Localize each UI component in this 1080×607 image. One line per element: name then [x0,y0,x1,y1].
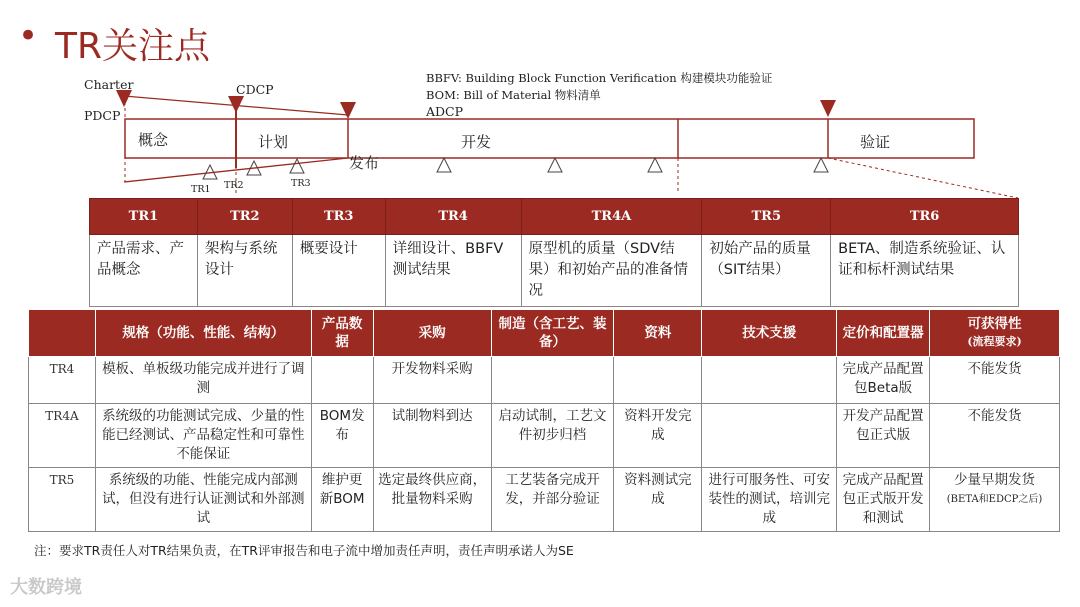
tr2-label: TR2 [224,180,244,191]
table-cell: 进行可服务性、可安装性的测试，培训完成 [702,468,837,532]
phase-timeline [0,0,1080,200]
tr-header: TR5 [702,199,831,235]
title-bullet: • [18,16,39,56]
focus-header-pricing: 定价和配置器 [837,310,930,357]
tr-cell: BETA、制造系统验证、认证和标杆测试结果 [831,235,1019,307]
tr6-marker [814,158,828,172]
page-title: TR关注点 [55,26,211,67]
table-cell [702,357,837,404]
tr3-label: TR3 [291,178,311,189]
table-cell: 启动试制，工艺文件初步归档 [491,404,614,468]
watermark: 大数跨境 [10,577,82,598]
tr-header: TR2 [197,199,292,235]
charter-marker [116,90,132,107]
focus-header-data: 产品数据 [311,310,373,357]
table-cell: 开发产品配置包正式版 [837,404,930,468]
focus-header-manufacture: 制造（含工艺、装备） [491,310,614,357]
tr-header: TR4 [385,199,521,235]
tr-header: TR3 [292,199,385,235]
table-cell: 模板、单板级功能完成并进行了调测 [95,357,311,404]
table-cell: BOM发布 [311,404,373,468]
note-bom: BOM: Bill of Material 物料清单 [426,88,601,102]
phase-concept: 概念 [138,131,169,149]
footnote: 注：要求TR责任人对TR结果负责，在TR评审报告和电子流中增加责任声明，责任声明承诺人为SE [34,543,574,558]
focus-header-availability [930,310,1060,357]
tr1-label: TR1 [191,184,211,195]
table-cell: 工艺装备完成开发，并部分验证 [491,468,614,532]
tr-cell: 产品需求、产品概念 [90,235,198,307]
row-label: TR4A [29,404,96,468]
tr4-marker [437,158,451,172]
tr-cell: 架构与系统设计 [197,235,292,307]
tr-table [89,198,1019,307]
table-cell: 不能发货 [930,404,1060,468]
zoom-dash [828,158,1018,198]
charter-label: Charter [84,77,134,92]
phase-plan: 计划 [258,133,289,151]
phase-develop: 开发 [461,133,492,151]
table-cell: 资料开发完成 [614,404,702,468]
early-ship-text: 少量早期发货 [954,472,1036,488]
table-cell [614,357,702,404]
availability-title: 可获得性 [967,316,1022,332]
tr5-marker [648,158,662,172]
tr-header: TR6 [831,199,1019,235]
table-cell [491,357,614,404]
focus-header-purchase: 采购 [373,310,491,357]
table-cell [702,404,837,468]
table-cell: 完成产品配置包正式版开发和测试 [837,468,930,532]
tr3-marker [290,159,304,173]
focus-table-header [29,310,1060,357]
tr-cell: 概要设计 [292,235,385,307]
focus-table [28,309,1060,532]
table-row [29,357,1060,404]
focus-header-spec: 规格（功能、性能、结构） [95,310,311,357]
table-cell: 系统级的功能、性能完成内部测试，但没有进行认证测试和外部测试 [95,468,311,532]
tr-cell: 原型机的质量（SDV结果）和初始产品的准备情况 [521,235,702,307]
tr-cell: 详细设计、BBFV测试结果 [385,235,521,307]
table-cell: 完成产品配置包Beta版 [837,357,930,404]
row-label: TR4 [29,357,96,404]
focus-header-blank [29,310,96,357]
table-cell: 系统级的功能测试完成、少量的性能已经测试、产品稳定性和可靠性不能保证 [95,404,311,468]
table-row [29,468,1060,532]
phase-verify: 验证 [860,133,891,151]
table-row [29,404,1060,468]
table-cell: 维护更新BOM [311,468,373,532]
adcp-label: ADCP [426,104,464,119]
table-cell: 不能发货 [930,357,1060,404]
tr-table-row [90,235,1019,307]
phase-bar [125,119,974,158]
availability-sub: (流程要求) [967,335,1022,348]
cdcp-label: CDCP [236,82,274,97]
focus-header-support: 技术支援 [702,310,837,357]
table-cell: 开发物料采购 [373,357,491,404]
note-bbfv: BBFV: Building Block Function Verification 构建模块功能验证 [426,71,773,85]
table-cell [930,468,1060,532]
release-label: 发布 [349,154,380,172]
tr-header: TR4A [521,199,702,235]
tr-cell: 初始产品的质量（SIT结果） [702,235,831,307]
pdcp-label: PDCP [84,108,121,123]
table-cell: 资料测试完成 [614,468,702,532]
table-cell: 选定最终供应商，批量物料采购 [373,468,491,532]
tr4a-marker [548,158,562,172]
tr-table-header [90,199,1019,235]
row-label: TR5 [29,468,96,532]
focus-header-docs: 资料 [614,310,702,357]
verify-marker [820,100,836,117]
tr-header: TR1 [90,199,198,235]
early-ship-note: (BETA和EDCP之后) [946,494,1043,505]
table-cell [311,357,373,404]
table-cell: 试制物料到达 [373,404,491,468]
adcp-marker [340,102,356,119]
